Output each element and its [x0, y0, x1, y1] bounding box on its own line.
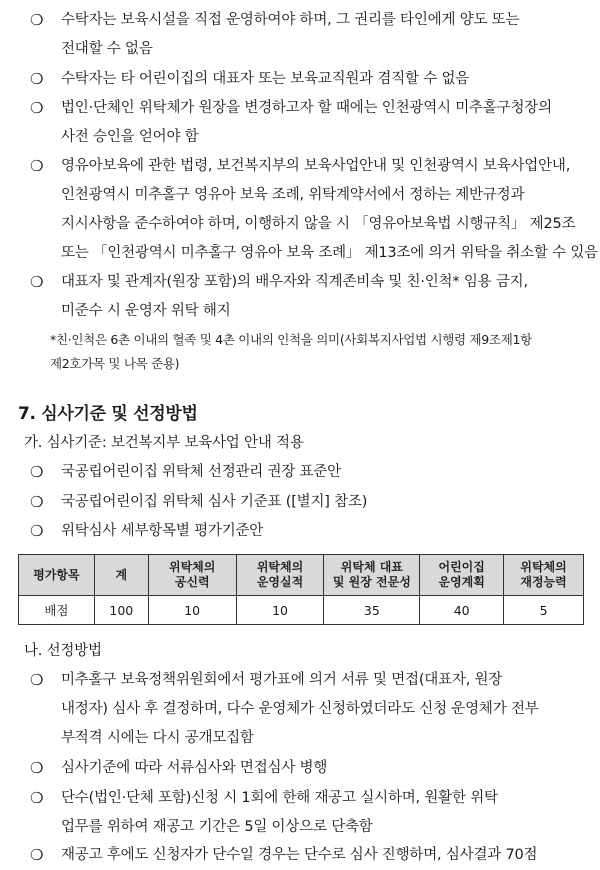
bullet-text: 전대할 수 없음 [61, 41, 153, 57]
bullet-text: 국공립어린이집 위탁체 선정관리 권장 표준안 [61, 464, 341, 480]
bullet-text: 또는 「인천광역시 미추홀구 영유아 보육 조례」 제13조에 의거 위탁을 취소할 수 있음 [61, 245, 598, 261]
bullet-item [30, 784, 586, 842]
bullet-text: 단수(법인·단체 포함)신청 시 1회에 한해 재공고 실시하며, 원활한 위탁 [61, 790, 498, 806]
method-heading: 나. 선정방법 [24, 643, 102, 659]
bullet-item [30, 517, 586, 546]
table-cell: 35 [324, 596, 420, 625]
footnote-text: *친·인척은 6촌 이내의 혈족 및 4촌 이내의 인척을 의미(사회복지사업법 시행령 제9조제1항 [50, 332, 532, 347]
bullet-text: 국공립어린이집 위탁체 심사 기준표 ([별지] 참조) [61, 494, 368, 510]
bullet-text: 내정자) 심사 후 결정하며, 다수 운영체가 신청하였더라도 신청 운영체가 전부 [61, 701, 539, 717]
footnote [50, 328, 590, 376]
bullet-text: 인천광역시 미추홀구 영유아 보육 조례, 위탁계약서에서 정하는 제반규정과 [61, 187, 525, 203]
bullet-text: 미준수 시 운영자 위탁 해지 [61, 303, 231, 319]
section-title: 7. 심사기준 및 선정방법 [18, 404, 198, 424]
table-header-cell: 어린이집 운영계획 [420, 555, 504, 596]
bullet-text: 부적격 시에는 다시 공개모집함 [61, 730, 254, 746]
bullet-text: 심사기준에 따라 서류심사와 면접심사 병행 [61, 760, 328, 776]
bullet-item [30, 152, 598, 268]
bullet-text: 업무를 위하여 재공고 기간은 5일 이상으로 단축함 [61, 819, 373, 835]
bullet-text: 미추홀구 보육정책위원회에서 평가표에 의거 서류 및 면접(대표자, 원장 [61, 672, 503, 688]
circle-bullet-icon: ❍ [30, 273, 44, 291]
bullet-item [30, 754, 586, 783]
bullet-item [30, 841, 586, 870]
table-header-cell: 위탁체의 운영실적 [236, 555, 324, 596]
table-header-cell: 위탁체의 공신력 [148, 555, 236, 596]
table-cell: 10 [148, 596, 236, 625]
bullet-item [30, 268, 586, 326]
table-header-cell: 평가항목 [19, 555, 95, 596]
bullet-item [30, 458, 586, 487]
bullet-text: 지시사항을 준수하여야 하며, 이행하지 않을 시 「영유아보육법 시행규칙」 제25조 [61, 216, 576, 232]
bullet-text: 영유아보육에 관한 법령, 보건복지부의 보육사업안내 및 인천광역시 보육사업안내, [61, 158, 571, 174]
circle-bullet-icon: ❍ [30, 671, 44, 689]
circle-bullet-icon: ❍ [30, 759, 44, 777]
table-row [19, 596, 584, 625]
bullet-item [30, 488, 586, 517]
bullet-text: 사전 승인을 얻어야 함 [61, 129, 199, 145]
circle-bullet-icon: ❍ [30, 846, 44, 864]
circle-bullet-icon: ❍ [30, 493, 44, 511]
criteria-table [18, 554, 584, 625]
circle-bullet-icon: ❍ [30, 157, 44, 175]
circle-bullet-icon: ❍ [30, 463, 44, 481]
bullet-item [30, 94, 586, 152]
bullet-text: 대표자 및 관계자(원장 포함)의 배우자와 직계존비속 및 친·인척* 임용 금지, [61, 274, 528, 290]
bullet-text: 법인·단체인 위탁체가 원장을 변경하고자 할 때에는 인천광역시 미추홀구청장의 [61, 100, 552, 116]
bullet-item [30, 65, 586, 94]
bullet-item [30, 666, 586, 753]
table-cell: 40 [420, 596, 504, 625]
table-cell: 5 [504, 596, 584, 625]
table-cell: 배점 [19, 596, 95, 625]
circle-bullet-icon: ❍ [30, 789, 44, 807]
circle-bullet-icon: ❍ [30, 70, 44, 88]
circle-bullet-icon: ❍ [30, 11, 44, 29]
table-header-cell: 위탁체 대표 및 원장 전문성 [324, 555, 420, 596]
bullet-text: 위탁심사 세부항목별 평가기준안 [61, 523, 264, 539]
circle-bullet-icon: ❍ [30, 522, 44, 540]
bullet-text: 재공고 후에도 신청자가 단수일 경우는 단수로 심사 진행하며, 심사결과 70점 [61, 847, 538, 863]
table-header-cell: 위탁체의 재정능력 [504, 555, 584, 596]
bullet-text: 수탁자는 보육시설을 직접 운영하여야 하며, 그 권리를 타인에게 양도 또는 [61, 12, 520, 28]
table-header-cell: 계 [94, 555, 148, 596]
bullet-item [30, 6, 586, 64]
table-cell: 100 [94, 596, 148, 625]
circle-bullet-icon: ❍ [30, 99, 44, 117]
footnote-text: 제2호가목 및 나목 준용) [50, 356, 180, 371]
table-cell: 10 [236, 596, 324, 625]
bullet-text: 수탁자는 타 어린이집의 대표자 또는 보육교직원과 겸직할 수 없음 [61, 71, 470, 87]
table-header-row [19, 555, 584, 596]
criteria-heading: 가. 심사기준: 보건복지부 보육사업 안내 적용 [24, 435, 304, 451]
